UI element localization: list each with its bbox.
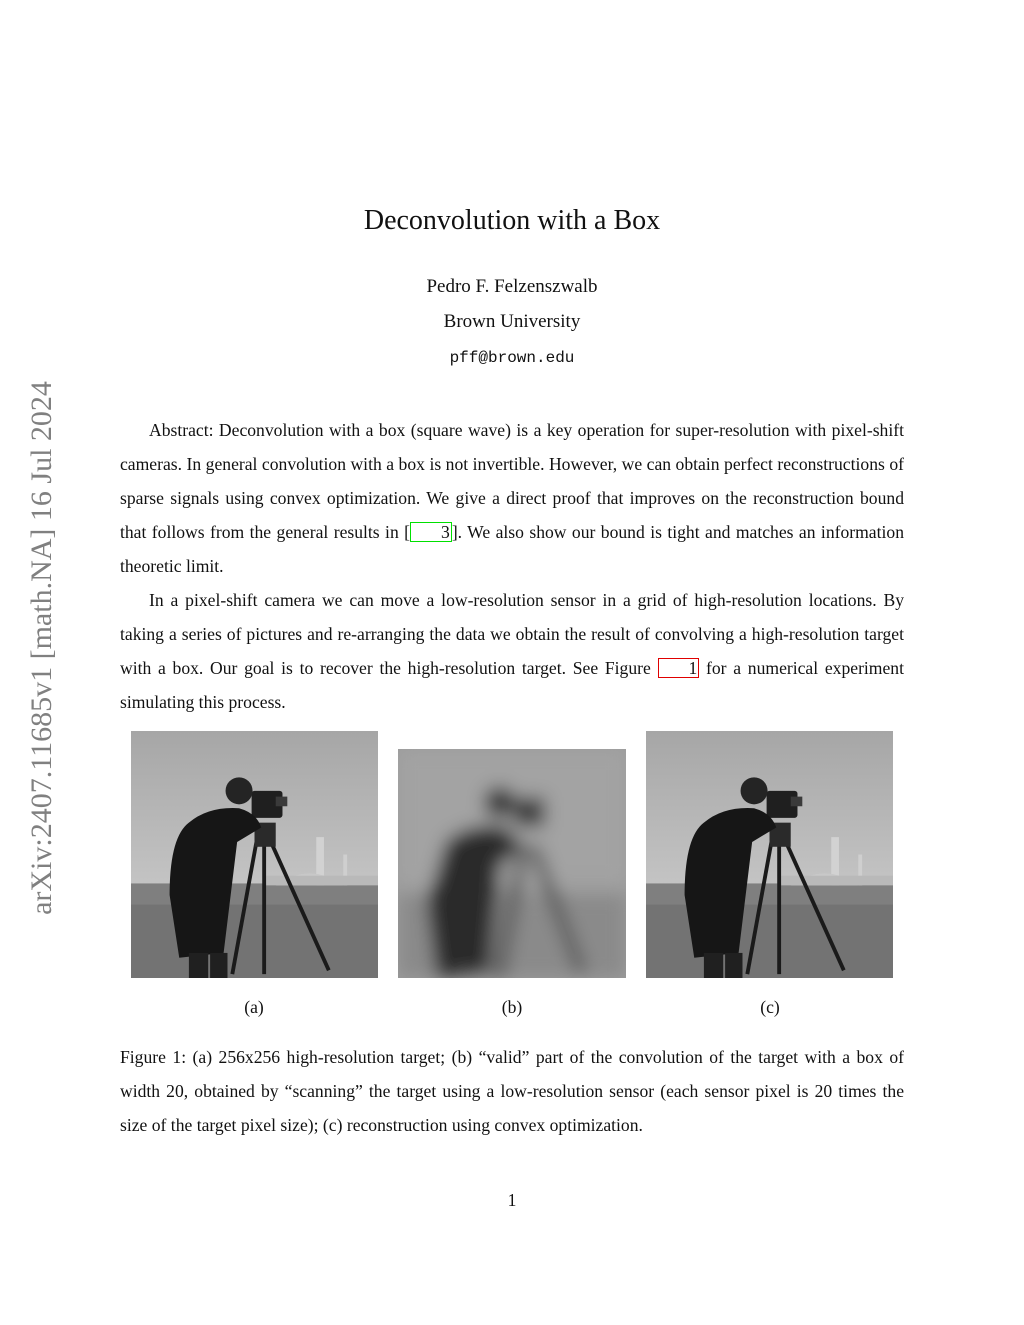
page-number: 1 xyxy=(507,1190,517,1210)
figure-panel-a-image xyxy=(131,731,378,978)
subfigure-label-a: (a) xyxy=(244,997,264,1017)
intro-text-end: for a numerical experiment simulating this process. xyxy=(120,658,904,712)
subfigure-label-b: (b) xyxy=(501,997,523,1017)
intro-text-start: In a pixel-shift camera we can move a low-resolution sensor in a grid of high-resolution locations. By taking a series of pictures and re-arranging the data we obtain the result of convolving a high-resolution target with a box. Our goal is to recover the high-resolution target. See Figure xyxy=(120,590,904,678)
abstract-paragraph xyxy=(120,413,904,583)
arxiv-stamp: arXiv:2407.11685v1 [math.NA] 16 Jul 2024 xyxy=(25,381,58,915)
author-name: Pedro F. Felzenszwalb xyxy=(426,276,598,297)
figure-panel-c-image xyxy=(646,731,893,978)
figure-ref-link[interactable]: 1 xyxy=(658,658,700,678)
author-affiliation: Brown University xyxy=(443,311,581,332)
intro-paragraph xyxy=(120,583,904,719)
author-email[interactable]: pff@brown.edu xyxy=(449,349,575,367)
abstract-text-start: Abstract: Deconvolution with a box (square wave) is a key operation for super-resolution with pixel-shift cameras. In general convolution with a box is not invertible. However, we can obtain perfect reconstructions of sparse signals using convex optimization. We give a direct proof that improves on the reconstruction bound that follows from the general results in [ xyxy=(120,420,904,542)
figure-panel-b-image xyxy=(398,749,626,978)
paper-title: Deconvolution with a Box xyxy=(363,205,661,236)
subfigure-label-c: (c) xyxy=(760,997,780,1017)
abstract-text-end: ]. We also show our bound is tight and matches an information theoretic limit. xyxy=(120,522,904,576)
figure-caption: Figure 1: (a) 256x256 high-resolution target; (b) “valid” part of the convolution of the target with a box of width 20, obtained by “scanning” the target using a low-resolution sensor (each sensor pixel is 20 times the size of the target pixel size); (c) reconstruction using convex optimization. xyxy=(120,1047,904,1135)
citation-link[interactable]: 3 xyxy=(410,522,452,542)
